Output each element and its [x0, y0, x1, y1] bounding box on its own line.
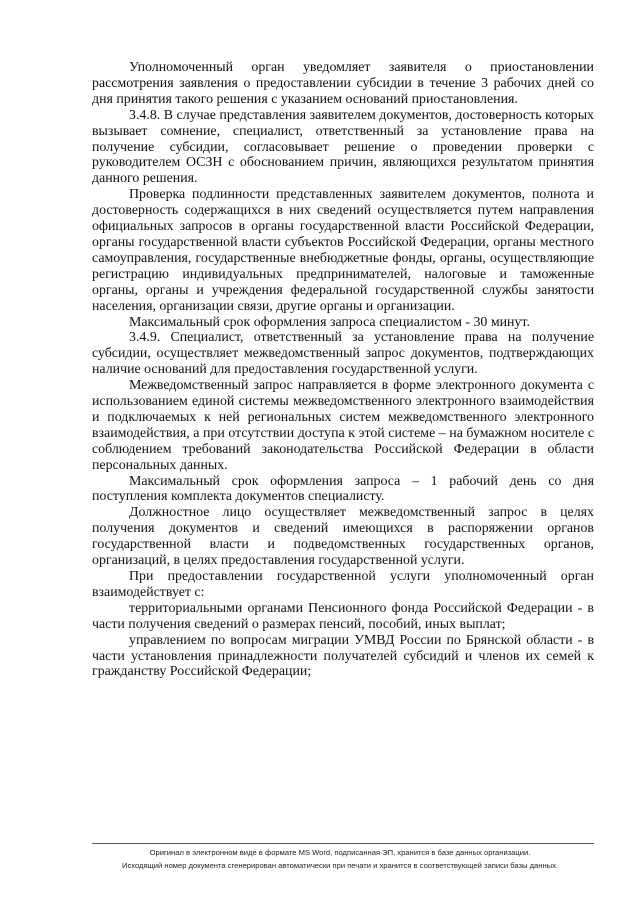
paragraph-migration-office: управлением по вопросам миграции УМВД России по Брянской области - в части установления принадлежности получателей субсидий и членов их семей к гражданству Российской Федерации;	[92, 632, 594, 680]
footer-note-original: Оригинал в электронном виде в формате MS Word, подписанная ЭП, хранится в базе данных организации.	[149, 848, 531, 857]
footer-divider	[92, 843, 594, 844]
paragraph-suspension-notice: Уполномоченный орган уведомляет заявителя о приостановлении рассмотрения заявления о предоставлении субсидии в течение 3 рабочих дней со дня принятия такого решения с указанием оснований приостановления.	[92, 60, 594, 107]
paragraph-pension-fund: территориальными органами Пенсионного фонда Российской Федерации - в части получения сведений о размерах пенсий, пособий, иных выплат;	[92, 600, 594, 632]
paragraph-3-4-8: 3.4.8. В случае представления заявителем документов, достоверность которых вызывает сомнение, специалист, ответственный за установление права на получение субсидии, согласовывает решение о проведении проверки с руководителем ОСЗН с обоснованием причин, являющихся результатом принятия данного решения.	[92, 107, 594, 187]
paragraph-official-request: Должностное лицо осуществляет межведомственный запрос в целях получения документов и сведений имеющихся в распоряжении органов государственной власти и подведомственных государственных органов, организаций, в целях предоставления государственной услуги.	[92, 505, 594, 569]
paragraph-verification: Проверка подлинности представленных заявителем документов, полнота и достоверность содержащихся в них сведений осуществляется путем направления официальных запросов в органы государственной власти Российской Федерации, органы государственной власти субъектов Российской Федерации, органы местного самоуправления, государственные внебюджетные фонды, органы, осуществляющие регистрацию индивидуальных предпринимателей, налоговые и таможенные органы, органы и учреждения федеральной государственной службы занятости населения, организации связи, другие органы и организации.	[92, 187, 594, 314]
document-body	[92, 60, 594, 680]
paragraph-electronic-request: Межведомственный запрос направляется в форме электронного документа с использованием единой системы межведомственного электронного взаимодействия и подключаемых к ней региональных систем межведомственного электронного взаимодействия, а при отсутствии доступа к этой системе – на бумажном носителе с соблюдением требований законодательства Российской Федерации в области персональных данных.	[92, 378, 594, 473]
paragraph-max-request-time: Максимальный срок оформления запроса – 1 рабочий день со дня поступления комплекта документов специалисту.	[92, 473, 594, 505]
page-footer	[60, 846, 620, 872]
paragraph-3-4-9: 3.4.9. Специалист, ответственный за установление права на получение субсидии, осуществляет межведомственный запрос документов, подтверждающих наличие оснований для предоставления государственной услуги.	[92, 330, 594, 378]
paragraph-interaction-intro: При предоставлении государственной услуги уполномоченный орган взаимодействует с:	[92, 569, 594, 600]
paragraph-request-time: Максимальный срок оформления запроса специалистом - 30 минут.	[129, 314, 530, 330]
footer-note-number: Исходящий номер документа сгенерирован автоматически при печати и хранится в соответствующей записи базы данных.	[121, 861, 558, 870]
